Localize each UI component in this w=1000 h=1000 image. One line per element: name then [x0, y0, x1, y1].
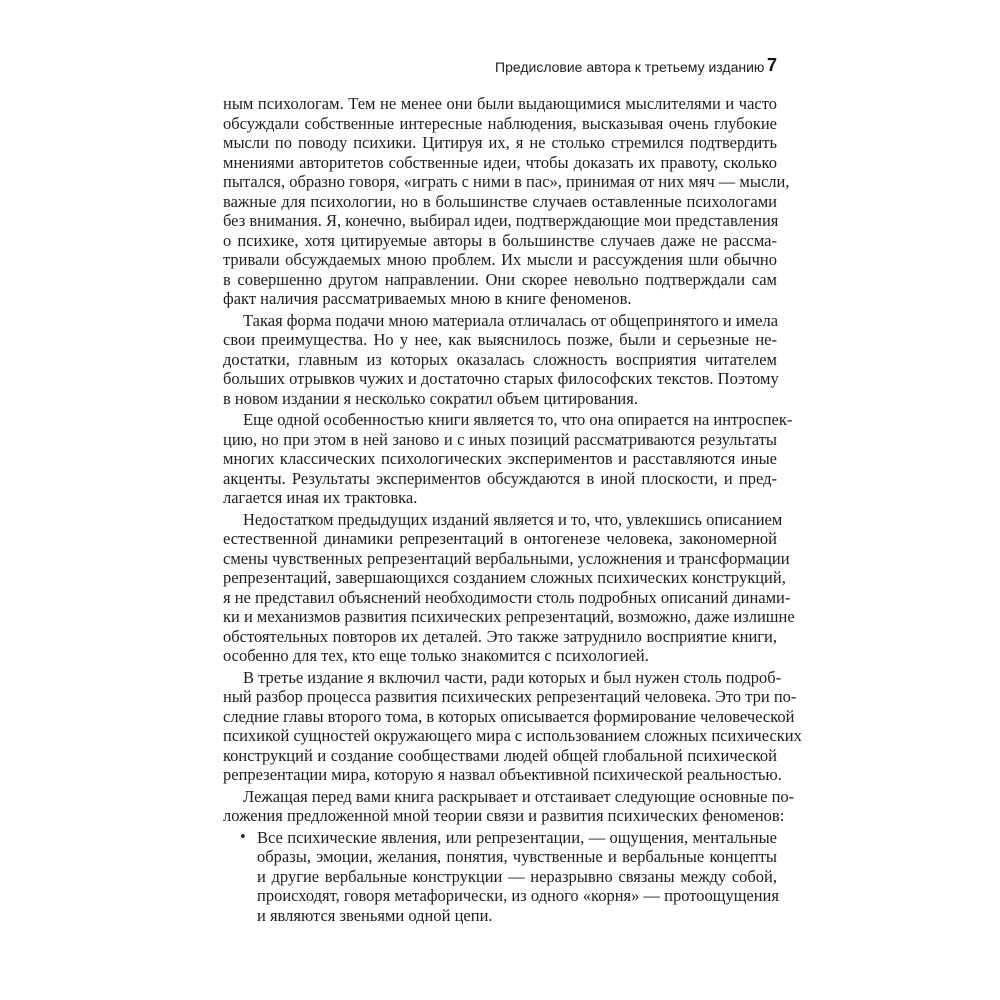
- text-line: ным психологам. Тем не менее они были выдающимися мыслителями и часто: [223, 94, 777, 113]
- text-line: больших отрывков чужих и достаточно старых философских текстов. Поэтому: [223, 369, 779, 388]
- text-line: смены чувственных репрезентаций вербальными, усложнения и трансформации: [223, 548, 790, 568]
- paragraph: [223, 667, 802, 785]
- text-line: свои преимущества. Но у нее, как выяснилось позже, были и серьезные не-: [223, 330, 777, 349]
- text-line: репрезентации мира, которую я назвал объективной психической реальностью.: [223, 765, 782, 784]
- text-line: конструкций и создание сообществами людей общей глобальной психической: [223, 745, 777, 765]
- text-line: обстоятельных повторов их деталей. Это также затруднило восприятие книги,: [223, 626, 777, 646]
- text-line: Все психические явления, или репрезентации, — ощущения, ментальные: [257, 827, 777, 847]
- text-line: и являются звеньями одной цепи.: [257, 905, 493, 925]
- text-line: в новом издании я несколько сократил объем цитирования.: [223, 388, 638, 408]
- running-header: [484, 57, 777, 79]
- text-line: особенно для тех, кто еще только знакомится с психологией.: [223, 646, 649, 665]
- text-line: образы, эмоции, желания, понятия, чувственные и вербальные концепты: [257, 847, 777, 866]
- paragraph: [223, 311, 777, 409]
- text-line: акценты. Результаты экспериментов обсуждаются в иной плоскости, и пред-: [223, 468, 777, 488]
- text-line: естественной динамики репрезентаций в онтогенезе человека, закономерной: [223, 529, 777, 548]
- text-line: в совершенно другом направлении. Они скорее невольно подтверждали сам: [223, 269, 777, 289]
- text-line: следние главы второго тома, в которых описывается формирование человеческой: [223, 706, 795, 726]
- text-line: достатки, главным из которых оказалась сложность восприятия читателем: [223, 349, 777, 369]
- text-line: Недостатком предыдущих изданий является и то, что, увлекшись описанием: [243, 509, 783, 529]
- text-line: ложения предложенной мной теории связи и развития психических феноменов:: [223, 806, 785, 825]
- text-line: ный разбор процесса развития психических репрезентаций человека. Это три по-: [223, 687, 797, 706]
- text-line: обсуждали собственные интересные наблюдения, высказывая очень глубокие: [223, 113, 777, 133]
- paragraph: [223, 410, 793, 508]
- text-line: мнениями авторитетов собственные идеи, чтобы доказать их правоту, сколько: [223, 152, 777, 172]
- text-line: происходят, говоря метафорически, из одного «корня» — протоощущения: [257, 886, 779, 905]
- text-line: В третье издание я включил части, ради которых и был нужен столь подроб-: [243, 667, 782, 687]
- text-line: Лежащая перед вами книга раскрывает и отстаивает следующие основные по-: [243, 786, 795, 806]
- text-line: факт наличия рассматриваемых мною в книге феноменов.: [223, 289, 632, 308]
- text-line: и другие вербальные конструкции — неразрывно связаны между собой,: [257, 866, 777, 886]
- text-line: психикой сущностей окружающего мира с использованием сложных психических: [223, 726, 802, 745]
- text-line: без внимания. Я, конечно, выбирал идеи, подтверждающие мои представления: [223, 211, 779, 230]
- bullet-icon: •: [239, 829, 247, 845]
- text-line: Такая форма подачи мною материала отличалась от общепринятого и имела: [243, 310, 779, 330]
- paragraph: [223, 94, 790, 309]
- page-number: 7: [766, 55, 777, 75]
- text-line: Еще одной особенностью книги является то, что она опирается на интроспек-: [243, 410, 793, 429]
- page-body: [223, 94, 802, 925]
- paragraph: [223, 509, 795, 666]
- text-line: важные для психологии, но в большинстве случаев оставленные психологами: [223, 191, 777, 211]
- text-line: мысли по поводу психики. Цитируя их, я не столько стремился подтвердить: [223, 133, 777, 152]
- paragraph: [223, 786, 795, 826]
- bullet-item: [223, 828, 777, 926]
- text-line: репрезентаций, завершающихся созданием сложных психических конструкций,: [223, 568, 786, 587]
- text-line: тривали обсуждаемых мною проблем. Их мысли и рассуждения шли обычно: [223, 250, 777, 269]
- text-line: многих классических психологических экспериментов и расставляются иные: [223, 449, 777, 468]
- text-line: лагается иная их трактовка.: [223, 488, 418, 507]
- text-line: цию, но при этом в ней заново и с иных позиций рассматриваются результаты: [223, 429, 777, 449]
- text-line: ки и механизмов развития психических репрезентаций, возможно, даже излишне: [223, 607, 795, 626]
- text-line: пытался, образно говоря, «играть с ними в пас», принимая от них мяч — мысли,: [223, 172, 790, 191]
- text-line: о психике, хотя цитируемые авторы в большинстве случаев даже не рассма-: [223, 230, 777, 250]
- text-line: я не представил объяснений необходимости столь подробных описаний динами-: [223, 587, 791, 607]
- running-header-title: Предисловие автора к третьему изданию: [495, 59, 765, 75]
